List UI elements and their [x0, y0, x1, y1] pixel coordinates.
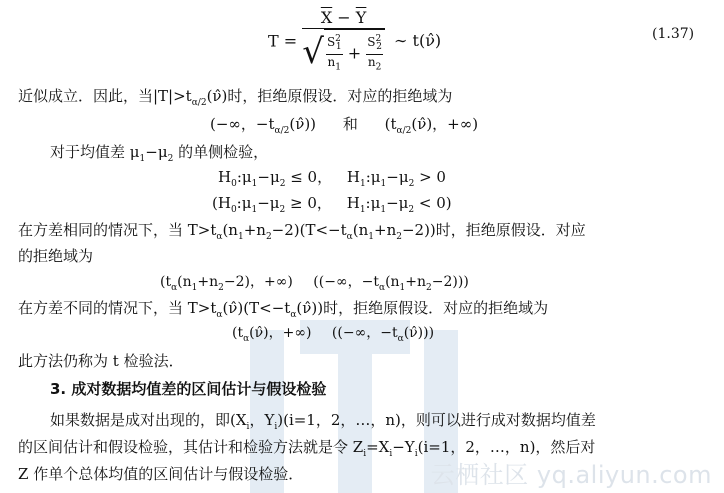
- rejection-region-two-sided: (−∞，$-t_{\alpha/2}(\nû)$) 和 ($t_{\alpha/2}(\nû)$，+∞): [210, 115, 479, 136]
- text-line-6: 在方差相同的情况下，当 $T>t_\alpha(n_1+n_2-2)(T<-t_\alpha(n_1+n_2-2))$时，拒绝原假设．对应: [18, 221, 586, 242]
- text-line-3: 对于均值差 $\mu_1-\mu_2$ 的单侧检验，: [50, 143, 269, 164]
- paragraph-line-2: 的区间估计和假设检验，其估计和检验方法就是令 $Z_i=X_i-Y_i(i=1$，2，…，n)，然后对: [18, 438, 596, 459]
- hypotheses-left-tail: ($H_0:\mu_1-\mu_2 \ge 0$， $H_1:\mu_1-\mu_2 < 0$): [212, 194, 452, 215]
- formula-fraction: $\overline{X} - \overline{Y}$ √ $\frac{S^2_1}{n_1}$ + $\frac{S^2_2}{n_2}$: [302, 8, 385, 75]
- paragraph-line-3: Z 作单个总体均值的区间估计与假设检验．: [18, 465, 304, 483]
- section-heading: 3. 成对数据均值差的区间估计与假设检验: [50, 380, 327, 398]
- text-line-9: 在方差不同的情况下，当 $T>t_\alpha(\nû)(T<-t_\alpha(\nû))$时，拒绝原假设．对应的拒绝域为: [18, 299, 549, 320]
- rejection-region-unequal-variance: ($t_\alpha(\nû)$，+∞) ((−∞，$-t_\alpha(\nû)$)): [232, 325, 435, 344]
- text-line-1: 近似成立．因此，当$|T|>t_{\alpha/2}(\nû)$时，拒绝原假设．对应的拒绝域为: [18, 87, 453, 108]
- watermark-text: 云栖社区 yq.aliyun.com: [430, 461, 712, 489]
- paragraph-line-1: 如果数据是成对出现的，即($X_i$，$Y_i)(i=1$，2，…，n)，则可以进行成对数据均值差: [50, 411, 596, 432]
- text-line-7: 的拒绝域为: [18, 247, 94, 265]
- sqrt-sign: √: [302, 31, 324, 72]
- text-line-11: 此方法仍称为 t 检验法．: [18, 352, 184, 370]
- rejection-region-equal-variance: ($t_\alpha(n_1+n_2-2)$，+∞) ((−∞，$-t_\alpha(n_1+n_2-2)$)): [160, 274, 469, 293]
- hypotheses-right-tail: $H_0:\mu_1-\mu_2 \le 0$， $H_1:\mu_1-\mu_2 > 0$: [218, 168, 446, 189]
- equation-number: (1.37): [652, 26, 695, 42]
- formula-1-37: T = $\overline{X} - \overline{Y}$ √ $\frac{S^2_1}{n_1}$ + $\frac{S^2_2}{n_2}$ ∼ t(ν̂): [268, 8, 442, 73]
